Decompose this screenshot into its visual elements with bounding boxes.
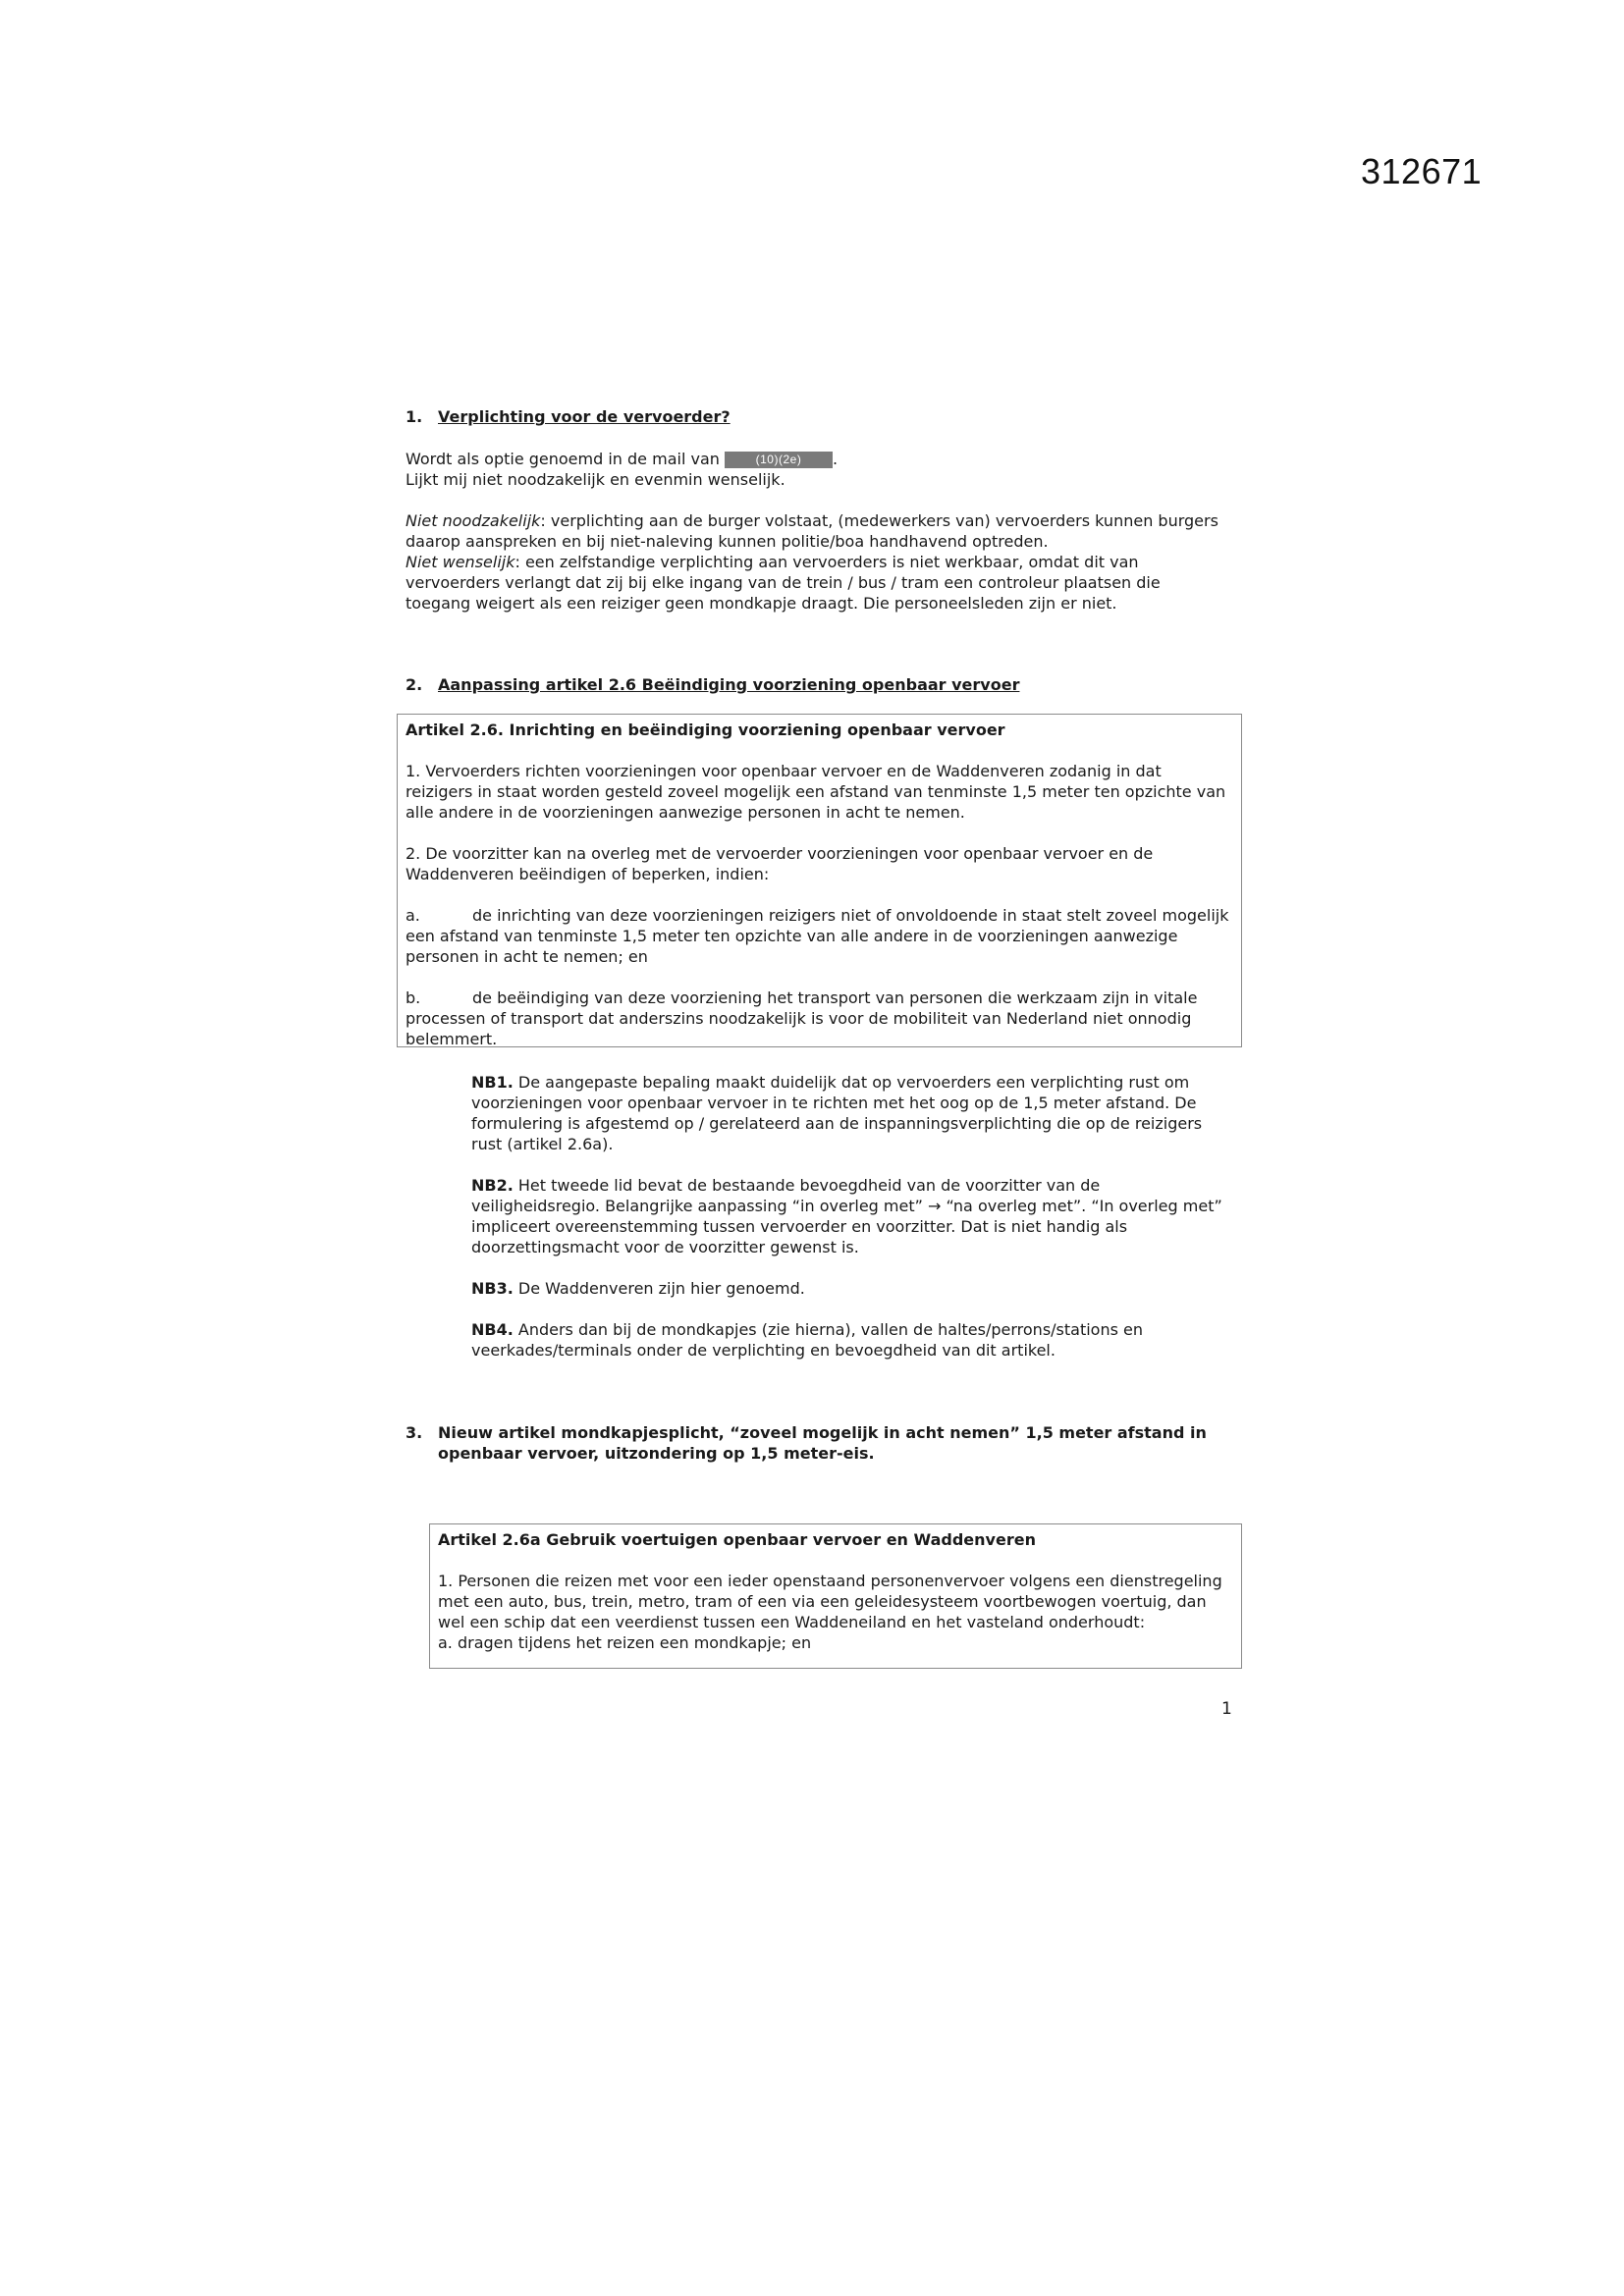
section-3-title: Nieuw artikel mondkapjesplicht, “zoveel mogelijk in acht nemen” 1,5 meter afstand in openbaar vervoer, uitzondering op 1,5 meter-eis. bbox=[438, 1423, 1207, 1463]
page-number: 1 bbox=[1221, 1699, 1232, 1719]
note-3-label: NB3. bbox=[471, 1279, 514, 1298]
section-3-heading bbox=[406, 1422, 1230, 1464]
note-3 bbox=[471, 1278, 1232, 1299]
redaction-box: (10)(2e) bbox=[725, 452, 833, 468]
section-1-body bbox=[406, 449, 1220, 614]
note-2-label: NB2. bbox=[471, 1176, 514, 1195]
note-4-text: Anders dan bij de mondkapjes (zie hierna), vallen de haltes/perrons/stations en veerkades/terminals onder de verplichting en bevoegdheid van dit artikel. bbox=[471, 1320, 1144, 1360]
article-2-6a-paragraph-1: 1. Personen die reizen met voor een ieder openstaand personenvervoer volgens een dienstregeling met een auto, bus, trein, metro, tram of een via een geleidesysteem voortbewogen voertuig, dan wel een schip dat een veerdienst tussen een Waddeneiland en het vasteland onderhoudt: bbox=[438, 1572, 1222, 1631]
item-b-text: de beëindiging van deze voorziening het transport van personen die werkzaam zijn in vitale processen of transport dat anderszins noodzakelijk is voor de mobiliteit van Nederland niet onnodig belemmert. bbox=[406, 988, 1198, 1047]
article-2-6a-box bbox=[429, 1523, 1242, 1669]
section-2-heading bbox=[406, 674, 1019, 695]
note-4 bbox=[471, 1319, 1232, 1361]
mail-reference-end: . bbox=[832, 450, 839, 468]
item-a-text: de inrichting van deze voorzieningen reizigers niet of onvoldoende in staat stelt zoveel mogelijk een afstand van tenminste 1,5 meter ten opzichte van alle andere in de voorzieningen aanwezige personen in acht te nemen; en bbox=[406, 906, 1229, 966]
section-1-heading bbox=[406, 406, 731, 427]
section-1-line-2: Lijkt mij niet noodzakelijk en evenmin wenselijk. bbox=[406, 470, 785, 489]
mail-reference-text: Wordt als optie genoemd in de mail van bbox=[406, 450, 725, 468]
article-2-6-paragraph-1: 1. Vervoerders richten voorzieningen voor openbaar vervoer en de Waddenveren zodanig in dat reizigers in staat worden gesteld zoveel mogelijk een afstand van tenminste 1,5 meter ten opzichte van alle andere in de voorzieningen aanwezige personen in acht te nemen. bbox=[406, 762, 1226, 822]
section-1-number: 1. bbox=[406, 407, 423, 426]
article-2-6-box bbox=[397, 714, 1242, 1047]
section-1-rationale bbox=[406, 510, 1220, 614]
section-2-title: Aanpassing artikel 2.6 Beëindiging voorziening openbaar vervoer bbox=[438, 675, 1020, 694]
article-2-6a-item-a: a. dragen tijdens het reizen een mondkapje; en bbox=[438, 1633, 812, 1652]
note-1-text: De aangepaste bepaling maakt duidelijk dat op vervoerders een verplichting rust om voorzieningen voor openbaar vervoer in te richten met het oog op de 1,5 meter afstand. De formulering is afgestemd op / gerelateerd aan de inspanningsverplichting die op de reizigers rust (artikel 2.6a). bbox=[471, 1073, 1203, 1153]
document-number: 312671 bbox=[1361, 151, 1483, 191]
article-2-6-paragraph-2: 2. De voorzitter kan na overleg met de vervoerder voorzieningen voor openbaar vervoer en de Waddenveren beëindigen of beperken, indien: bbox=[406, 844, 1154, 883]
article-2-6-title: Artikel 2.6. Inrichting en beëindiging voorziening openbaar vervoer bbox=[406, 721, 1005, 739]
note-2 bbox=[471, 1175, 1232, 1257]
rationale-text-2: : een zelfstandige verplichting aan vervoerders is niet werkbaar, omdat dit van vervoerders verlangt dat zij bij elke ingang van de trein / bus / tram een controleur plaatsen die toegang weigert als een reiziger geen mondkapje draagt. Die personeelsleden zijn er niet. bbox=[406, 553, 1161, 613]
section-1-title: Verplichting voor de vervoerder? bbox=[438, 407, 731, 426]
section-1-line-1 bbox=[406, 449, 1220, 469]
note-2-text: Het tweede lid bevat de bestaande bevoegdheid van de voorzitter van de veiligheidsregio. Belangrijke aanpassing “in overleg met” → “na overleg met”. “In overleg met” impliceert overeenstemming tussen vervoerder en voorzitter. Dat is niet handig als doorzettingsmacht voor de voorzitter gewenst is. bbox=[471, 1176, 1222, 1256]
item-a-label: a. bbox=[406, 906, 420, 925]
article-2-6a-title: Artikel 2.6a Gebruik voertuigen openbaar vervoer en Waddenveren bbox=[438, 1530, 1036, 1549]
rationale-label-1: Niet noodzakelijk bbox=[406, 511, 541, 530]
rationale-label-2: Niet wenselijk bbox=[406, 553, 515, 571]
rationale-text-1: : verplichting aan de burger volstaat, (medewerkers van) vervoerders kunnen burgers daarop aanspreken en bij niet-naleving kunnen politie/boa handhavend optreden. bbox=[406, 511, 1218, 551]
article-2-6-item-b bbox=[406, 988, 1233, 1047]
section-3-number: 3. bbox=[406, 1423, 423, 1442]
note-4-label: NB4. bbox=[471, 1320, 514, 1339]
section-2-number: 2. bbox=[406, 675, 423, 694]
note-3-text: De Waddenveren zijn hier genoemd. bbox=[513, 1279, 805, 1298]
article-2-6-item-a bbox=[406, 905, 1233, 967]
note-1 bbox=[471, 1072, 1232, 1154]
note-1-label: NB1. bbox=[471, 1073, 514, 1092]
notes-list bbox=[471, 1072, 1232, 1361]
item-b-label: b. bbox=[406, 988, 421, 1007]
